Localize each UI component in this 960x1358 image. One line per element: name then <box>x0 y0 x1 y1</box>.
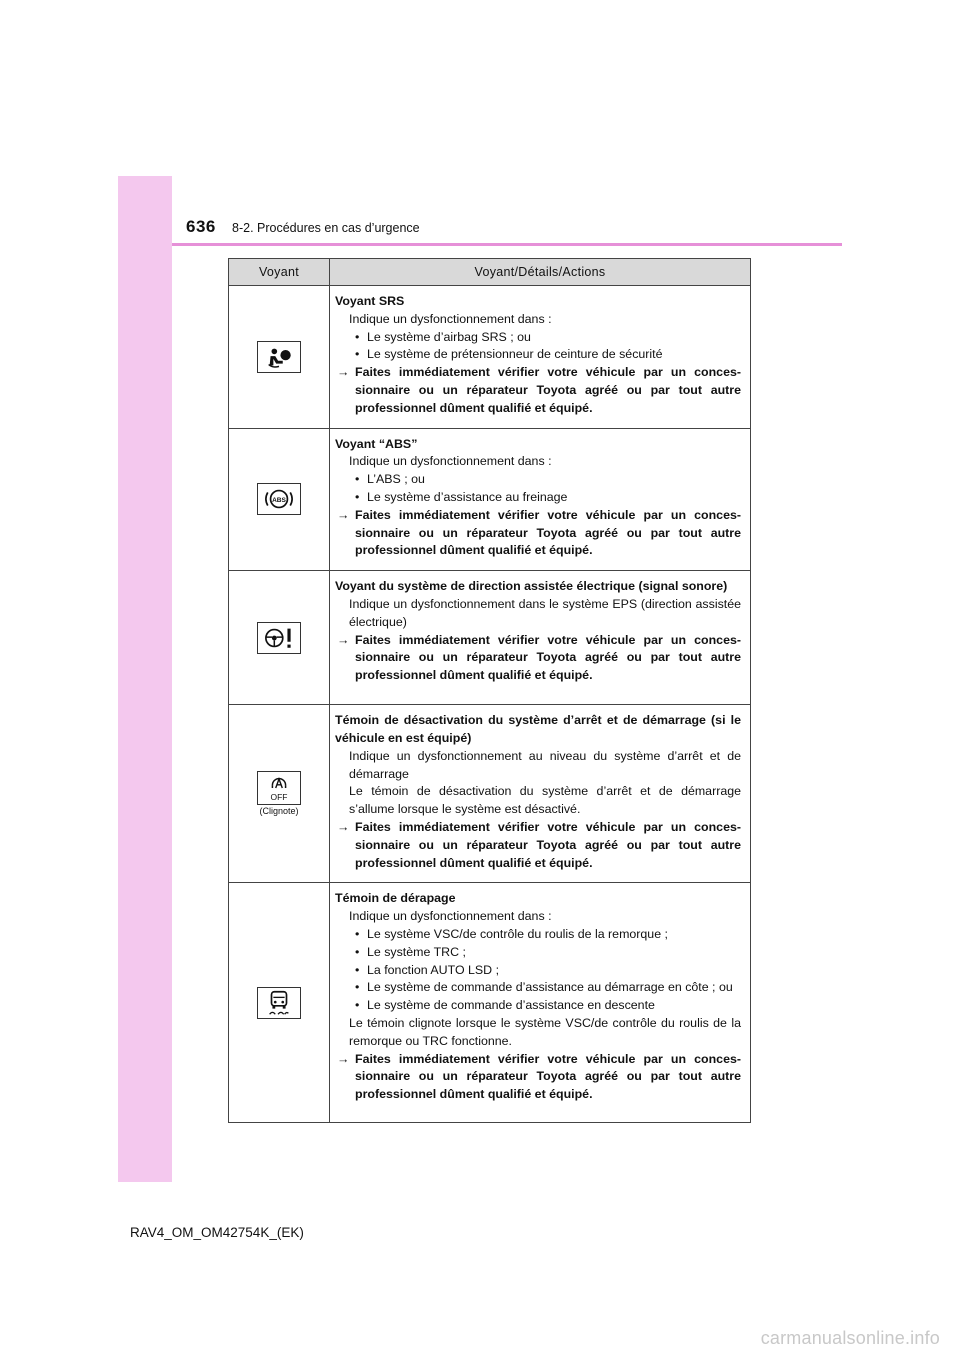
indicator-title: Témoin de désactivation du système d’arrêt et de démarrage (si le véhicule en est équipé) <box>335 713 741 745</box>
section-title: 8-2. Procédures en cas d’urgence <box>232 221 420 235</box>
list-item: • L’ABS ; ou <box>355 472 425 487</box>
indicator-cell <box>229 428 330 571</box>
indicator-cell <box>229 286 330 429</box>
indicator-title: Voyant SRS <box>335 294 405 308</box>
indicator-title: Voyant “ABS” <box>335 436 418 451</box>
watermark: carmanualsonline.info <box>760 1328 940 1348</box>
warning-lights-table <box>228 258 751 1123</box>
action-instruction: → Faites immédiatement vérifier votre véhicule par un concessionnaire ou un réparateur Toyota agréé ou par tout autre professionnel dûment qualifié et équipé. <box>337 507 741 558</box>
indicator-title: Voyant du système de direction assistée électrique (signal sonore) <box>335 579 728 594</box>
indicator-description: Indique un dysfonctionnement dans le système EPS (direction assistée électrique) <box>349 596 741 629</box>
action-instruction: → Faites immédiatement vérifier votre véhicule par un concessionnaire ou un réparateur Toyota agréé ou par tout autre professionnel dûment qualifié et équipé. <box>337 365 741 415</box>
column-header-details: Voyant/Détails/Actions <box>330 259 751 286</box>
abs-warning-icon <box>257 483 301 515</box>
indicator-cell <box>229 705 330 883</box>
list-item: • Le système TRC ; <box>355 944 466 959</box>
indicator-description: Indique un dysfonctionnement dans : <box>349 311 552 326</box>
table-row <box>229 571 751 705</box>
list-item: • Le système de prétensionneur de ceinture de sécurité <box>355 347 663 362</box>
indicator-cell <box>229 883 330 1123</box>
indicator-note: (Clignote) <box>259 806 299 817</box>
indicator-extra-info: Le témoin clignote lorsque le système VSC/de contrôle du roulis de la remorque ou TRC fonctionne. <box>349 1015 741 1048</box>
details-cell <box>330 571 751 705</box>
list-item: • Le système de commande d’assistance au démarrage en côte ; ou <box>355 980 733 995</box>
action-instruction: → Faites immédiatement vérifier votre véhicule par un concessionnaire ou un réparateur Toyota agréé ou par tout autre professionnel dûment qualifié et équipé. <box>337 819 741 870</box>
svg-text:ABS: ABS <box>272 497 286 505</box>
header-rule <box>172 243 842 246</box>
action-instruction: → Faites immédiatement vérifier votre véhicule par un concessionnaire ou un réparateur Toyota agréé ou par tout autre professionnel dûment qualifié et équipé. <box>337 632 741 683</box>
indicator-description: Indique un dysfonctionnement dans : <box>349 909 552 924</box>
off-label: OFF <box>270 792 288 803</box>
eps-steering-warning-icon <box>257 622 301 654</box>
indicator-description: Indique un dysfonctionnement au niveau du système d’arrêt et de démarrage <box>349 748 741 781</box>
srs-airbag-warning-icon <box>257 341 301 373</box>
column-header-indicator: Voyant <box>229 259 330 286</box>
table-header-row <box>229 259 751 286</box>
details-cell <box>330 286 751 429</box>
table-row <box>229 428 751 571</box>
document-code: RAV4_OM_OM42754K_(EK) <box>130 1225 304 1240</box>
list-item: • Le système d’airbag SRS ; ou <box>355 329 531 344</box>
page-number: 636 <box>186 217 216 236</box>
indicator-title: Témoin de dérapage <box>335 891 456 906</box>
indicator-description: Indique un dysfonctionnement dans : <box>349 454 552 469</box>
list-item: • Le système d’assistance au freinage <box>355 489 568 504</box>
action-instruction: → Faites immédiatement vérifier votre véhicule par un concessionnaire ou un réparateur Toyota agréé ou par tout autre professionnel dûment qualifié et équipé. <box>337 1051 741 1102</box>
side-tab-strip <box>118 176 172 1182</box>
details-cell <box>330 428 751 571</box>
list-item: • La fonction AUTO LSD ; <box>355 962 500 977</box>
indicator-cell <box>229 571 330 705</box>
details-cell <box>330 705 751 883</box>
stop-start-off-icon <box>257 771 301 805</box>
indicator-extra-info: Le témoin de désactivation du système d’arrêt et de démarrage s’allume lorsque le système est désactivé. <box>349 784 741 817</box>
list-item: • Le système de commande d’assistance en descente <box>355 998 655 1013</box>
slip-indicator-icon <box>257 987 301 1019</box>
list-item: • Le système VSC/de contrôle du roulis de la remorque ; <box>355 926 668 941</box>
table-row <box>229 883 751 1123</box>
details-cell <box>330 883 751 1123</box>
table-row <box>229 705 751 883</box>
table-row <box>229 286 751 429</box>
